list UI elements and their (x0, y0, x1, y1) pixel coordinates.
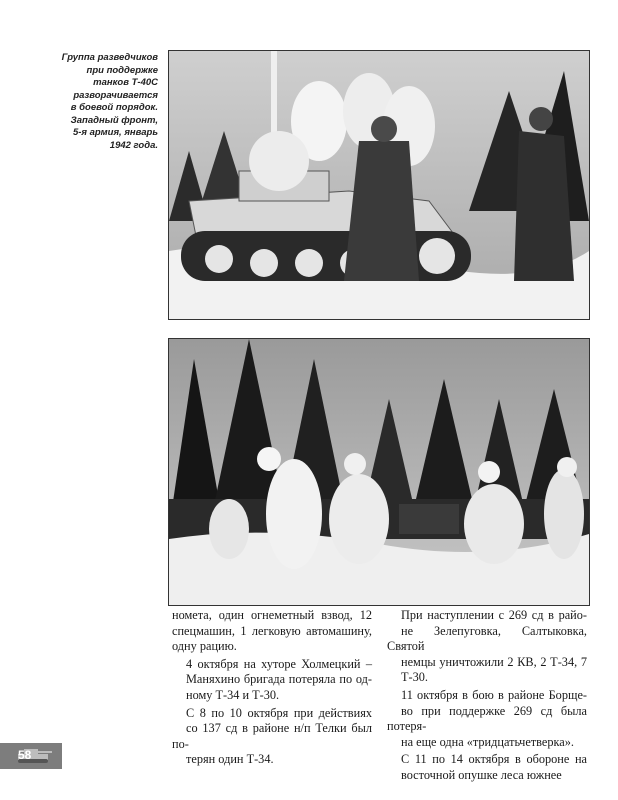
text-line: во при поддержке 269 сд была потеря- (387, 703, 587, 734)
paragraph (172, 657, 372, 704)
photo-caption (30, 52, 158, 152)
caption-line: Западный фронт, (70, 114, 158, 126)
text-column-left (172, 608, 372, 770)
caption-line: Группа разведчиков (61, 52, 158, 63)
photo-scouts-advancing (168, 338, 590, 606)
text-line: немцы уничтожили 2 КВ, 2 Т-34, 7 (401, 654, 587, 669)
caption-line: разворачивается (73, 89, 158, 101)
text-line: спецмашин, 1 легковую автомашину, (172, 623, 372, 638)
text-line: терян один Т-34. (186, 752, 274, 767)
caption-line: 5-я армия, январь (72, 127, 158, 138)
paragraph (387, 752, 587, 783)
text-line: на еще одна «тридцатьчетверка». (401, 734, 574, 749)
caption-line: 1942 года. (109, 139, 158, 151)
page-number: 58 (18, 748, 32, 762)
text-line: Маняхино бригада потеряла по од- (186, 672, 372, 687)
text-line: номета, один огнеметный взвод, 12 (172, 608, 372, 622)
paragraph (387, 608, 587, 686)
text-line: одну рацию. (172, 639, 237, 654)
text-line: С 11 по 14 октября в обороне на (401, 752, 587, 767)
text-line: ному Т-34 и Т-30. (186, 687, 280, 702)
text-line: не Зелепуговка, Салтыковка, Святой (387, 623, 587, 654)
paragraph (172, 706, 372, 768)
caption-line: танков Т-40С (93, 77, 158, 88)
text-line: С 8 по 10 октября при действиях (186, 705, 372, 720)
caption-line: при поддержке (86, 64, 158, 76)
text-line: Т-30. (401, 670, 428, 685)
paragraph (172, 608, 372, 655)
text-line: восточной опушке леса южнее (401, 767, 562, 782)
text-line: 4 октября на хуторе Холмецкий – (186, 656, 372, 671)
text-line: При наступлении с 269 сд в райо- (401, 608, 587, 622)
text-line: 11 октября в бою в районе Борще- (401, 687, 587, 702)
paragraph (387, 688, 587, 750)
photo-tank-with-scouts (168, 50, 590, 320)
caption-line: в боевой порядок. (70, 102, 158, 113)
text-column-right (387, 608, 587, 786)
text-line: со 137 сд в районе н/п Телки был по- (172, 721, 372, 751)
